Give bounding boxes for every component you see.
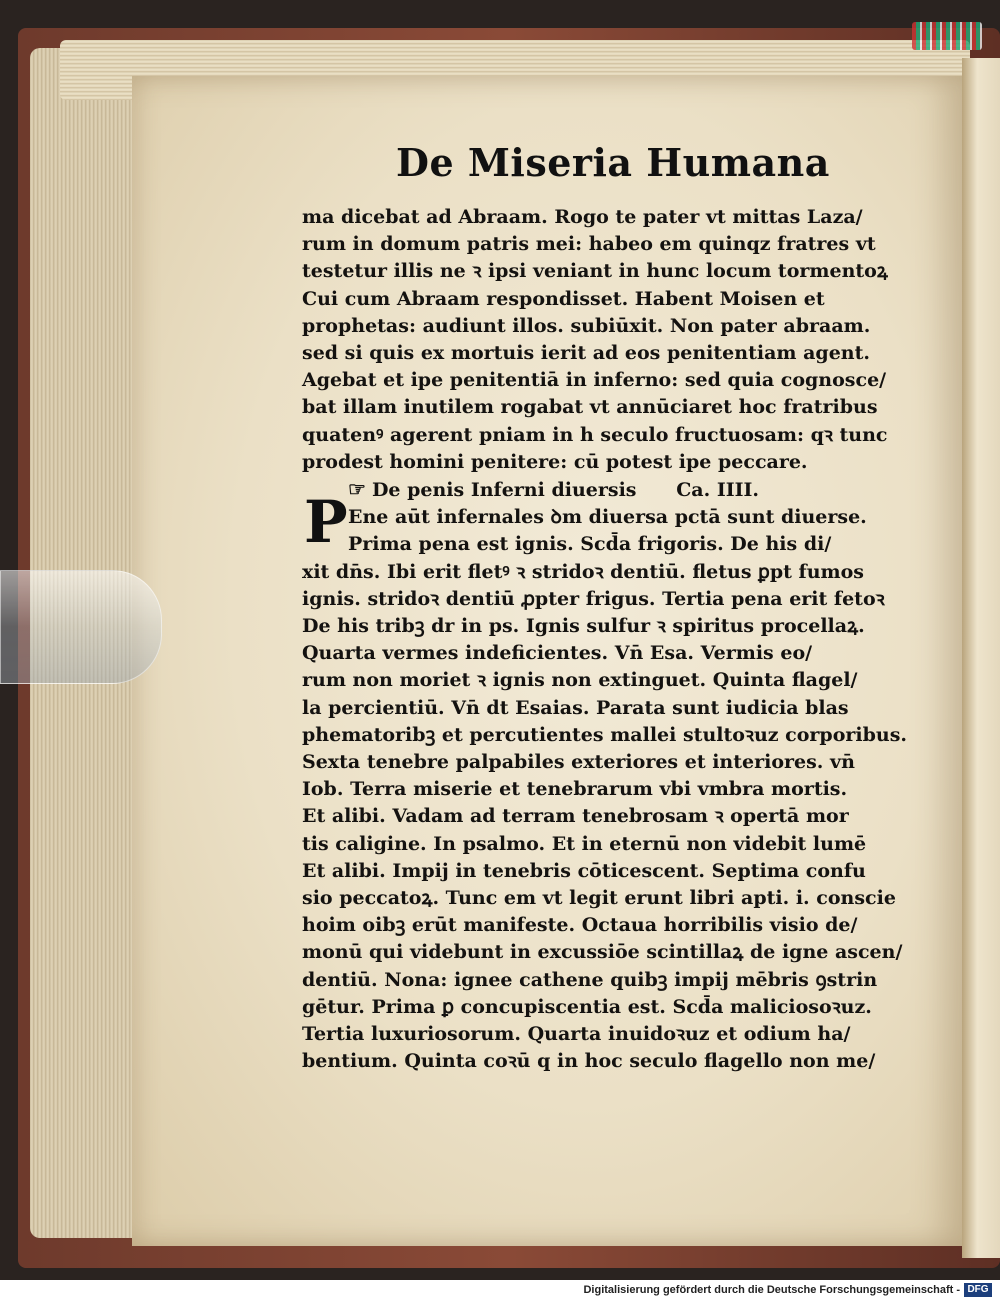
bookmark-ribbon bbox=[912, 22, 982, 50]
text-line: xit dn̄s. Ibi erit fletꝰ ꝛ stridoꝛ dentiū. fletus ꝑpt fumos bbox=[302, 560, 864, 583]
glass-page-holder bbox=[0, 570, 162, 684]
section-heading-line bbox=[302, 476, 894, 504]
text-line: phematoribꝫ et percutientes mallei stultoꝛuz corporibus. bbox=[302, 723, 908, 746]
text-line: prophetas: audiunt illos. subiūxit. Non pater abraam. bbox=[302, 314, 871, 337]
text-line: Quarta vermes indeficientes. Vn̄ Esa. Vermis eo/ bbox=[302, 642, 813, 665]
text-line: ma dicebat ad Abraam. Rogo te pater vt mittas Laza/ bbox=[302, 206, 863, 228]
text-line: Prima pena est ignis. Scd̄a frigoris. De his di/ bbox=[348, 533, 832, 556]
text-line: prodest homini penitere: cū potest ipe peccare. bbox=[302, 450, 808, 473]
text-line: Et alibi. Vadam ad terram tenebrosam ꝛ opertā mor bbox=[302, 805, 849, 828]
text-line: testetur illis ne ꝛ ipsi veniant in hunc locum tormentoꝝ bbox=[302, 260, 888, 283]
funding-notice: Digitalisierung gefördert durch die Deutsche Forschungsgemeinschaft - bbox=[583, 1284, 960, 1296]
text-line: Agebat et ipe penitentiā in inferno: sed quia cognosce/ bbox=[302, 369, 887, 392]
page-heading: De Miseria Humana bbox=[396, 140, 830, 185]
text-line: bat illam inutilem rogabat vt annūciaret hoc fratribus bbox=[302, 396, 878, 419]
text-line: quatenꝰ agerent pniam in h seculo fructuosam: qꝛ tunc bbox=[302, 423, 888, 446]
text-line: monū qui videbunt in excussiōe scintillaꝝ de igne ascen/ bbox=[302, 941, 903, 964]
page-body bbox=[302, 204, 908, 1076]
text-line: tis caligine. In psalmo. Et in eternū non videbit lumē bbox=[302, 832, 867, 855]
text-line: sio peccatoꝝ. Tunc em vt legit erunt libri apti. i. conscie bbox=[302, 887, 896, 910]
text-line: Iob. Terra miserie et tenebrarum vbi vmbra mortis. bbox=[302, 778, 848, 801]
pointing-hand-icon: ☞ bbox=[348, 477, 366, 502]
text-line: rum in domum patris mei: habeo em quinqz fratres vt bbox=[302, 233, 876, 256]
dfg-logo: DFG bbox=[964, 1283, 992, 1297]
text-line: bentium. Quinta coꝛū q in hoc seculo flagello non me/ bbox=[302, 1050, 876, 1073]
facing-page-edge bbox=[962, 58, 1000, 1258]
footer-bar bbox=[0, 1280, 1000, 1301]
text-line: Ene aūt infernales ꝺm diuersa pctā sunt diuerse. bbox=[348, 506, 867, 529]
text-line: ignis. stridoꝛ dentiū ꝓpter frigus. Tertia pena erit fetoꝛ bbox=[302, 587, 885, 610]
text-line: gētur. Prima ꝑ concupiscentia est. Scd̄a maliciosoꝛuz. bbox=[302, 995, 872, 1018]
chapter-marker: Ca. IIII. bbox=[676, 479, 760, 502]
text-line: dentiū. Nona: ignee cathene quibꝫ impij mēbris ꝯstrin bbox=[302, 968, 878, 991]
text-line: Sexta tenebre palpabiles exteriores et interiores. vn̄ bbox=[302, 751, 855, 774]
section-heading: De penis Inferni diuersis bbox=[371, 479, 637, 502]
text-line: Tertia luxuriosorum. Quarta inuidoꝛuz et odium ha/ bbox=[302, 1023, 851, 1046]
text-line: De his tribꝫ dr in ps. Ignis sulfur ꝛ spiritus procellaꝝ. bbox=[302, 615, 865, 638]
text-line: la percientiū. Vn̄ dt Esaias. Parata sunt iudicia blas bbox=[302, 696, 849, 719]
text-line: rum non moriet ꝛ ignis non extinguet. Quinta flagel/ bbox=[302, 669, 858, 692]
text-line: hoim oibꝫ erūt manifeste. Octaua horribilis visio de/ bbox=[302, 914, 858, 937]
text-line: Cui cum Abraam respondisset. Habent Moisen et bbox=[302, 287, 825, 310]
decorated-initial: P bbox=[304, 488, 348, 556]
text-line: sed si quis ex mortuis ierit ad eos penitentiam agent. bbox=[302, 342, 870, 365]
text-line: Et alibi. Impij in tenebris cōticescent. Septima confu bbox=[302, 859, 866, 882]
